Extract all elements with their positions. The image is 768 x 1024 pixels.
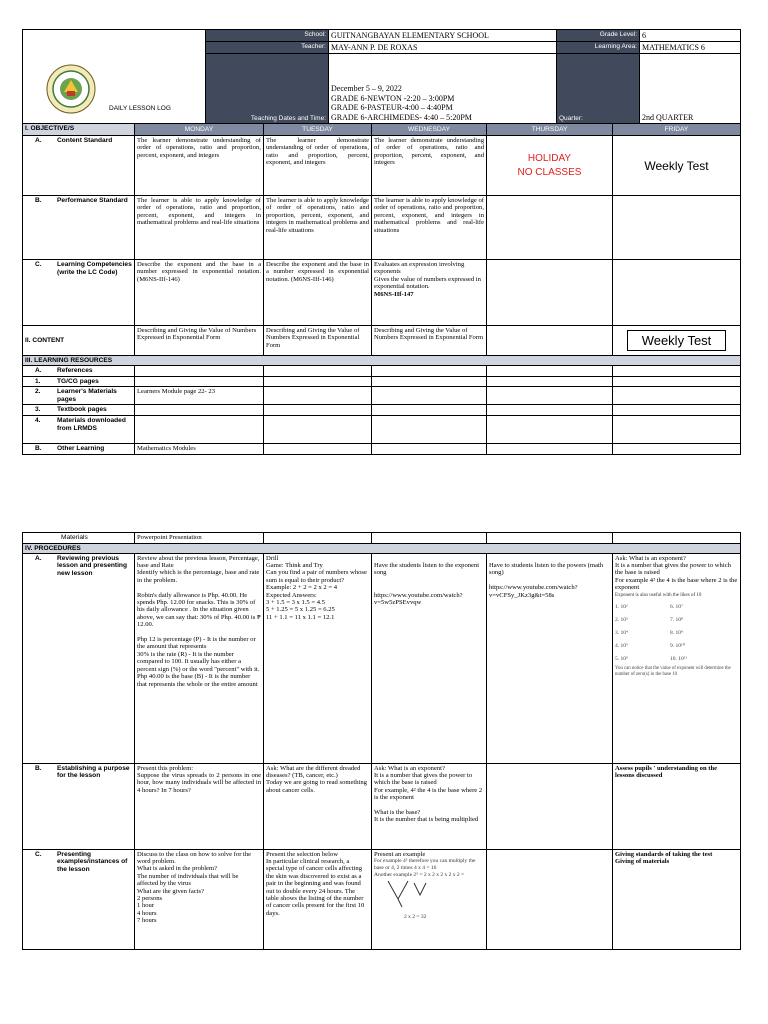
day-thursday: THURSDAY bbox=[487, 124, 613, 136]
holiday-notice: HOLIDAY NO CLASSES bbox=[487, 136, 613, 196]
day-friday: FRIDAY bbox=[613, 124, 741, 136]
procedures-heading: IV. PROCEDURES bbox=[23, 543, 741, 553]
competencies-friday bbox=[613, 260, 741, 326]
page-title: DAILY LESSON LOG bbox=[109, 105, 171, 112]
lesson-table-part2 bbox=[22, 532, 741, 950]
title-cell bbox=[23, 30, 206, 124]
reviewing-tuesday: Drill Game: Think and Try Can you find a pair of numbers whose sum is equal to their product? Example: 2 + 2 = 2 x 2 = 4 Expected Answers: 3 + 1.5 = 3 x 1.5 = 4.5 5 + 1.25 = 5 x 1.25 = 6.25 11 + 1.1 = 11 x 1.1 = 12.1 bbox=[264, 553, 372, 763]
performance-standard-friday bbox=[613, 196, 741, 260]
dates-label: Teaching Dates and Time: bbox=[206, 54, 329, 124]
reviewing-friday: Ask: What is an exponent? It is a number that gives the power to which the base is raised For example 4² the 4 is the base where 2 is the exponent Exponent is also useful with the likes of 10 1. 10² 2. 10³ 3. 10⁴ 4. 10⁵ 5. 10⁶ 6. 10⁷ 7. 10⁸ 8. 10⁹ 9. 10¹⁰ 10. 10¹¹ You can notice that the value of exponent will determine the number of zero(s) in the base 10 bbox=[613, 553, 741, 763]
content-standard-label: A. Content Standard bbox=[23, 136, 135, 196]
other-learning-monday: Mathematics Modules bbox=[135, 443, 264, 454]
powers-song-link[interactable]: Have to students listen to the powers (math song) https://www.youtube.com/watch?v=vCFSy_JKz3g&t=58s bbox=[489, 562, 604, 599]
teacher-label: Teacher: bbox=[206, 42, 329, 54]
presenting-friday: Giving standards of taking the test Giving of materials bbox=[613, 849, 741, 949]
reviewing-label: A. Reviewing previous lesson and presenting new lesson bbox=[23, 553, 135, 763]
learning-area: MATHEMATICS 6 bbox=[640, 42, 741, 54]
competencies-thursday bbox=[487, 260, 613, 326]
textbook-label: 3. Textbook pages bbox=[23, 405, 135, 416]
presenting-monday: Discuss to the class on how to solve for the word problem. What is asked in the problem? The number of individuals that will be affected by the virus What are the given facts? 2 persons 1 hour 4 hours 7 hours bbox=[135, 849, 264, 949]
exponent-tree-diagram bbox=[374, 879, 444, 911]
exponent-image: 1. 10² 2. 10³ 3. 10⁴ 4. 10⁵ 5. 10⁶ 6. 10⁷ 7. 10⁸ 8. 10⁹ 9. 10¹⁰ 10. 10¹¹ bbox=[615, 603, 688, 662]
competencies-monday: Describe the exponent and the base in a number expressed in exponential notation. (M6NS-IIf-146) bbox=[135, 260, 264, 326]
reviewing-thursday bbox=[487, 553, 613, 763]
presenting-wednesday: Present an example For example 4² therefore you can multiply the base or 4, 2 times 4 x 4 = 16 Another example 2⁵ = 2 x 2 x 2 x 2 x 2 = 2 x 2 = 32 bbox=[372, 849, 487, 949]
day-wednesday: WEDNESDAY bbox=[372, 124, 487, 136]
school-label: School: bbox=[206, 30, 329, 42]
purpose-wednesday: Ask: What is an exponent? It is a number that gives the power to which the base is raised For example, 4² the 4 is the base where 2 is the exponent What is the base? It is the number that is being multiplied bbox=[372, 763, 487, 849]
teacher-name: MAY-ANN P. DE ROXAS bbox=[329, 42, 557, 54]
competencies-tuesday: Describe the exponent and the base in a number expressed in exponential notation. (M6NS-IIf-146) bbox=[264, 260, 372, 326]
grade-label: Grade Level: bbox=[557, 30, 640, 42]
tg-label: 1. TG/CG pages bbox=[23, 376, 135, 387]
materials-monday: Powerpoint Presentation bbox=[135, 533, 264, 544]
content-standard-wednesday: The learner demonstrate understanding of order of operations, ratio and proportion, percent, exponent, and integers bbox=[372, 136, 487, 196]
weekly-test-label: Weekly Test bbox=[613, 136, 741, 196]
purpose-tuesday: Ask: What are the different dreaded diseases? (TB, cancer, etc.) Today we are going to read something about cancer cells. bbox=[264, 763, 372, 849]
competencies-label: C. Learning Competencies (write the LC Code) bbox=[23, 260, 135, 326]
performance-standard-label: B. Performance Standard bbox=[23, 196, 135, 260]
teaching-dates: December 5 – 9, 2022 GRADE 6-NEWTON -2:20 – 3:00PM GRADE 6-PASTEUR-4:00 – 4:40PM GRADE 6-ARCHIMEDES- 4:40 – 5:20PM bbox=[329, 54, 557, 124]
day-monday: MONDAY bbox=[135, 124, 264, 136]
learning-resources-heading: III. LEARNING RESOURCES bbox=[23, 356, 741, 366]
reviewing-wednesday bbox=[372, 553, 487, 763]
competencies-wednesday: Evaluates an expression involving exponents Gives the value of numbers expressed in exponential notation. M6NS-IIf-147 bbox=[372, 260, 487, 326]
purpose-thursday bbox=[487, 763, 613, 849]
content-standard-monday: The learner demonstrate understanding of order of operations, ratio and proportion, percent, exponent, and integers bbox=[135, 136, 264, 196]
materials-label: Materials bbox=[23, 533, 135, 544]
presenting-thursday bbox=[487, 849, 613, 949]
day-tuesday: TUESDAY bbox=[264, 124, 372, 136]
other-learning-label: B. Other Learning bbox=[23, 443, 135, 454]
lm-monday: Learners Module page 22- 23 bbox=[135, 387, 264, 405]
presenting-tuesday: Present the selection below In particular clinical research, a special type of cancer cells affecting the skin was discovered to exist as a pair in the beginning and was found out to double every 24 hours. The table shows the listing of the number of cancer cells present for the first 10 days. bbox=[264, 849, 372, 949]
quarter-value: 2nd QUARTER bbox=[640, 54, 741, 124]
content-friday bbox=[613, 326, 741, 356]
reviewing-monday: Review about the previous lesson, Percentage, base and Rate Identify which is the percentage, base and rate in the problem. Robin's daily allowance is Php. 40.00. He spends Php. 12.00 for snacks. This is 30% of his daily allowance . In the situation given above, we can say that: 30% of Php. 40.00 is ₱ 12.00. Php 12 is percentage (P) - It is the number or the amount that represents 30% is the rate (R) - It is the number compared to 100. It usually has either a percent sign (%) or the word "percent" with it. Php 40.00 is the base (B) - It is the number that represents the whole or the entire amount bbox=[135, 553, 264, 763]
weekly-test-box: Weekly Test bbox=[627, 330, 727, 351]
performance-standard-monday: The learner is able to apply knowledge of order of operations, ratio and proportion, percent, exponent, and integers in mathematical problems and real-life situations bbox=[135, 196, 264, 260]
performance-standard-tuesday: The learner is able to apply knowledge of order of operations, ratio and proportion, percent, exponent, and integers in mathematical problems and real-life situations bbox=[264, 196, 372, 260]
objectives-heading: I. OBJECTIVE/S bbox=[23, 124, 135, 136]
example-image: For example 4² therefore you can multiply the base or 4, 2 times 4 x 4 = 16 Another example 2⁵ = 2 x 2 x 2 x 2 x 2 = 2 x 2 = 32 bbox=[374, 858, 476, 920]
content-heading: II. CONTENT bbox=[23, 326, 135, 356]
lrmds-label: 4. Materials downloaded from LRMDS bbox=[23, 415, 135, 443]
references-label: A. References bbox=[23, 366, 135, 377]
quarter-label: Quarter: bbox=[557, 54, 640, 124]
area-label: Learning Area: bbox=[557, 42, 640, 54]
content-wednesday: Describing and Giving the Value of Numbers Expressed in Exponential Form bbox=[372, 326, 487, 356]
lc-code: M6NS-IIf-147 bbox=[374, 290, 414, 298]
presenting-label: C. Presenting examples/instances of the lesson bbox=[23, 849, 135, 949]
purpose-monday: Present this problem: Suppose the virus spreads to 2 persons in one hour, how many individuals will be affected in 4 hours? In 7 hours? bbox=[135, 763, 264, 849]
lm-label: 2. Learner's Materials pages bbox=[23, 387, 135, 405]
exponent-image-caption: Exponent is also useful with the likes of 10 bbox=[615, 592, 702, 598]
exponent-song-link[interactable]: Have the students listen to the exponent song https://www.youtube.com/watch?v=5w5zPSEvvqw bbox=[374, 562, 480, 607]
performance-standard-wednesday: The learner is able to apply knowledge of order of operations, ratio and proportion, percent, exponent, and integers in mathematical problems and real-life situations bbox=[372, 196, 487, 260]
content-thursday bbox=[487, 326, 613, 356]
performance-standard-thursday bbox=[487, 196, 613, 260]
purpose-label: B. Establishing a purpose for the lesson bbox=[23, 763, 135, 849]
content-tuesday: Describing and Giving the Value of Numbers Expressed in Exponential Form bbox=[264, 326, 372, 356]
grade-level: 6 bbox=[640, 30, 741, 42]
lesson-table-part1 bbox=[22, 123, 741, 455]
school-name: GUITNANGBAYAN ELEMENTARY SCHOOL bbox=[329, 30, 557, 42]
purpose-friday: Assess pupils ' understanding on the lessons discussed bbox=[613, 763, 741, 849]
content-monday: Describing and Giving the Value of Numbers Expressed in Exponential Form bbox=[135, 326, 264, 356]
content-standard-tuesday: The learner demonstrate understanding of order of operations, ratio and proportion, percent, exponent, and integers bbox=[264, 136, 372, 196]
header-table bbox=[22, 29, 741, 124]
exponent-image-note: You can notice that the value of exponent will determine the number of zero(s) in the base 10 bbox=[615, 665, 731, 677]
